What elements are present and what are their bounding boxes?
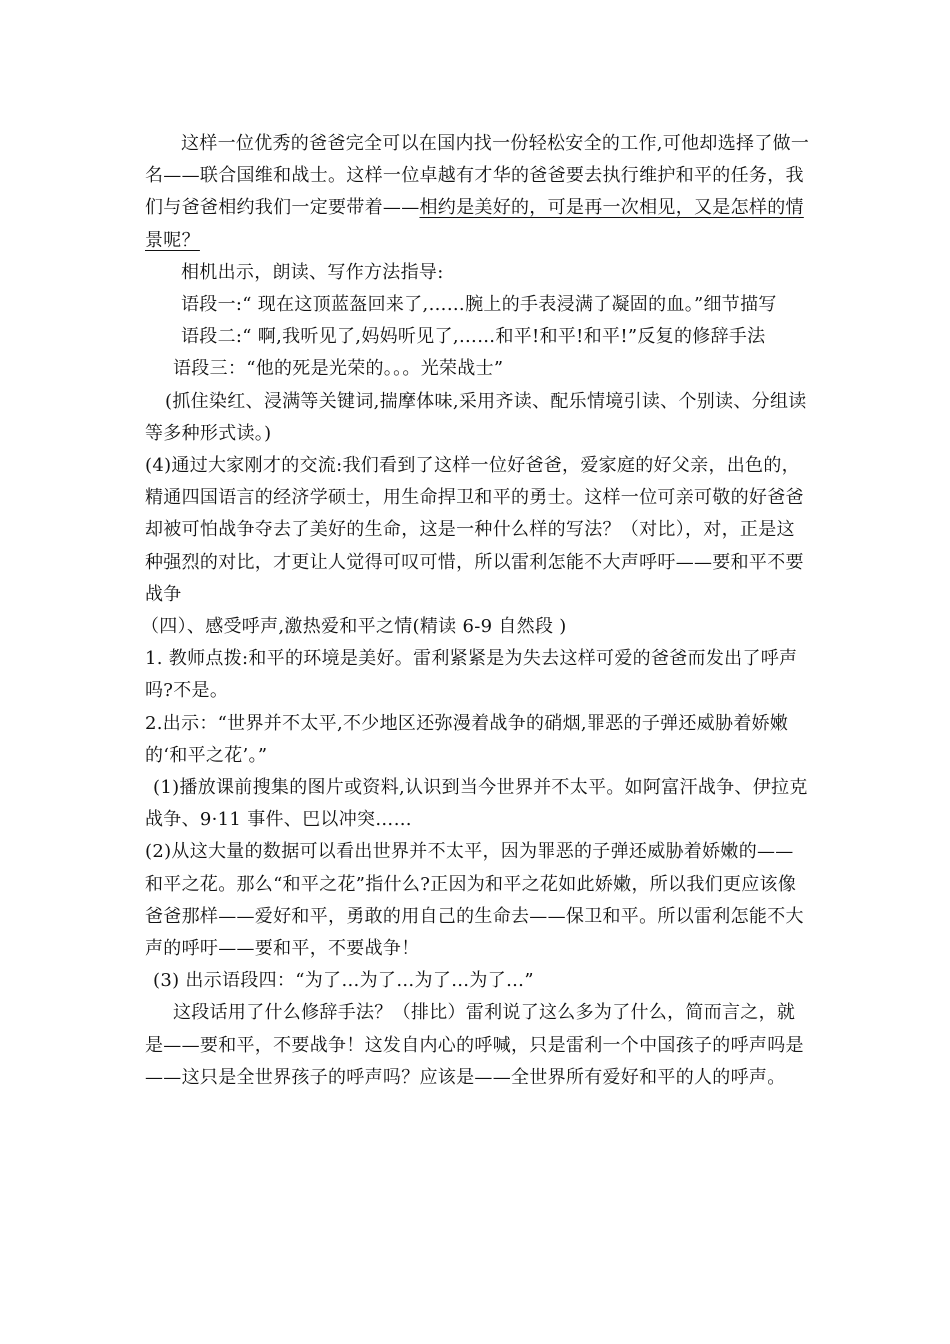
paragraph-text: 语段二:“ 啊,我听见了,妈妈听见了,……和平!和平!和平!”反复的修辞手法: [181, 326, 766, 348]
paragraph-2: [145, 257, 810, 289]
paragraph-text: (4)通过大家刚才的交流:我们看到了这样一位好爸爸，爱家庭的好父亲，出色的，精通四国语言的经济学硕士，用生命捍卫和平的勇士。这样一位可亲可敬的好爸爸却被可怕战争夺去了美好的生命，这是一种什么样的写法？（对比），对，正是这种强烈的对比，才更让人觉得可叹可惜，所以雷利怎能不大声呼吁——要和平不要战争: [145, 455, 804, 605]
paragraph-6: [145, 386, 810, 450]
paragraph-13: [145, 965, 810, 997]
paragraph-9: [145, 643, 810, 707]
paragraph-1: [145, 128, 810, 257]
paragraph-text: （四）、感受呼声,激热爱和平之情(精读 6-9 自然段 ): [141, 616, 567, 638]
paragraph-11: [145, 772, 810, 836]
document-body: [141, 128, 810, 1094]
paragraph-3: [145, 289, 810, 321]
paragraph-text: 相机出示，朗读、写作方法指导:: [181, 261, 444, 283]
paragraph-5: [145, 353, 810, 385]
paragraph-7: [145, 450, 810, 611]
paragraph-text: (3) 出示语段四：“为了…为了…为了…为了…”: [153, 970, 534, 992]
paragraph-4: [145, 321, 810, 353]
paragraph-text: 1. 教师点拨:和平的环境是美好。雷利紧紧是为失去这样可爱的爸爸而发出了呼声吗?不是。: [145, 648, 798, 702]
paragraph-14: [145, 997, 810, 1094]
paragraph-12: [145, 836, 810, 965]
paragraph-text: 这段话用了什么修辞手法？（排比）雷利说了这么多为了什么，简而言之，就是——要和平，不要战争！这发自内心的呼喊，只是雷利一个中国孩子的呼声吗是——这只是全世界孩子的呼声吗？应该是——全世界所有爱好和平的人的呼声。: [145, 1002, 804, 1088]
paragraph-text: 语段一:“ 现在这顶蓝盔回来了,……腕上的手表浸满了凝固的血。”细节描写: [181, 294, 777, 316]
underlined-text: 相约是美好的，可是再一次相见，又是怎样的情景呢？: [145, 197, 804, 251]
paragraph-text: 语段三：“他的死是光荣的。。。光荣战士”: [173, 358, 504, 380]
paragraph-text: (2)从这大量的数据可以看出世界并不太平，因为罪恶的子弹还威胁着娇嫩的——和平之花。那么“和平之花”指什么?正因为和平之花如此娇嫩，所以我们更应该像爸爸那样——爱好和平，勇敢的用自己的生命去——保卫和平。所以雷利怎能不大声的呼吁——要和平，不要战争！: [145, 841, 804, 960]
paragraph-text: (抓住染红、浸满等关键词,揣摩体味,采用齐读、配乐情境引读、个别读、分组读等多种形式读。): [145, 390, 807, 444]
paragraph-text: (1)播放课前搜集的图片或资料,认识到当今世界并不太平。如阿富汗战争、伊拉克战争、9·11 事件、巴以冲突……: [145, 777, 808, 831]
paragraph-10: [145, 708, 810, 772]
paragraph-8: [141, 611, 810, 643]
paragraph-text: 这样一位优秀的爸爸完全可以在国内找一份轻松安全的工作,可他却选择了做一名——联合国维和战士。这样一位卓越有才华的爸爸要去执行维护和平的任务，我们与爸爸相约我们一定要带着——: [145, 133, 810, 219]
paragraph-text: 2.出示：“世界并不太平,不少地区还弥漫着战争的硝烟,罪恶的子弹还威胁着娇嫩的‘和平之花’。”: [145, 712, 789, 766]
